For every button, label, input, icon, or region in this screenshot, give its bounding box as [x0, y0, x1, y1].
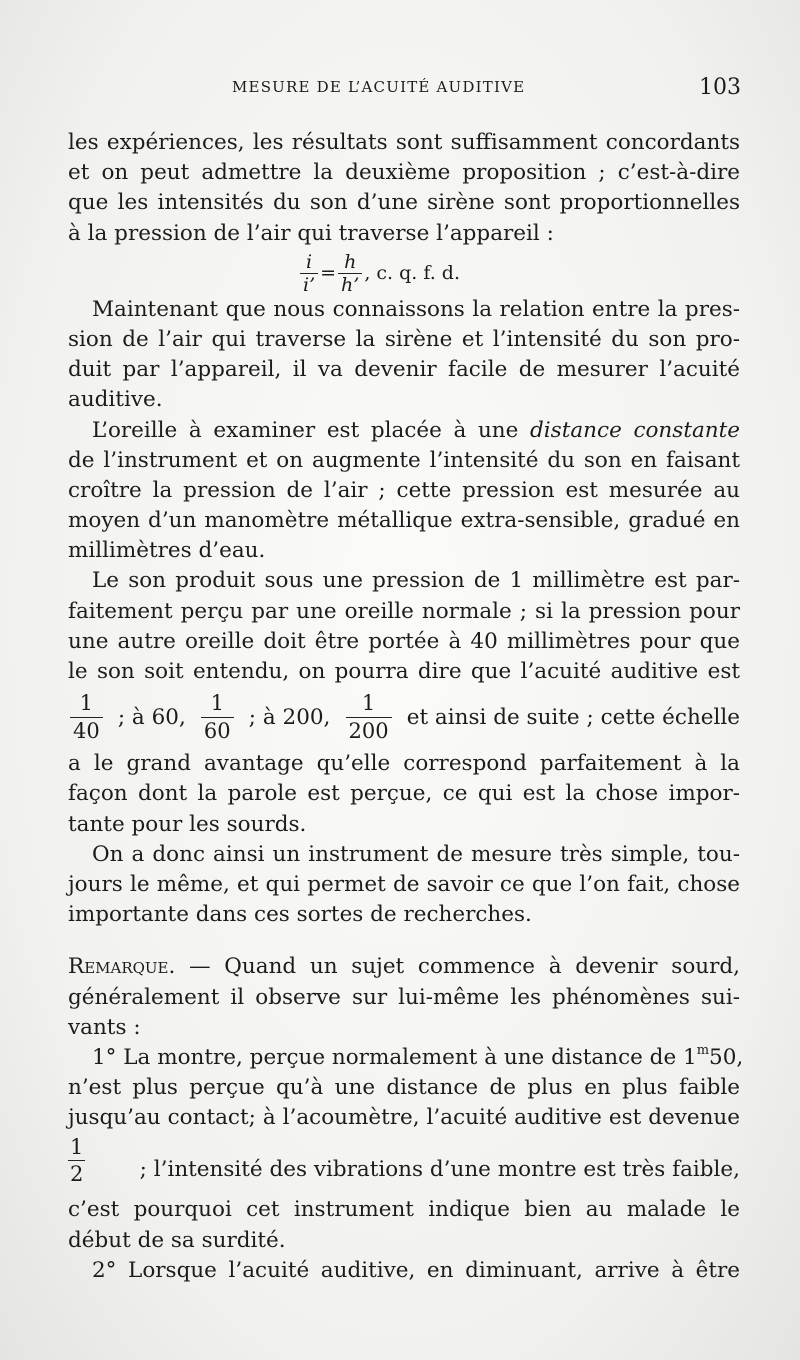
- text-line: 2° Lorsque l’acuité auditive, en diminuant, arrive à être: [92, 1257, 740, 1283]
- text-line: et on peut admettre la deuxième proposition ; c’est-à-dire: [68, 160, 740, 186]
- text-line: millimètres d’eau.: [68, 538, 266, 564]
- remarque-label: Remarque.: [68, 954, 176, 980]
- text-line: a le grand avantage qu’elle correspond parfaitement à la: [68, 751, 740, 777]
- text-line: sion de l’air qui traverse la sirène et l’intensité du son pro-: [68, 326, 740, 352]
- text-line: croître la pression de l’air ; cette pression est mesurée au: [68, 477, 740, 503]
- text-line: à la pression de l’air qui traverse l’appareil :: [68, 220, 554, 246]
- fraction-1-200: $\frac{1}{200}$: [346, 693, 392, 742]
- text-line: jours le même, et qui permet de savoir ce que l’on fait, chose: [68, 871, 740, 897]
- fraction-half-line: [68, 1133, 740, 1195]
- fraction-1-40: $\frac{1}{40}$: [70, 693, 103, 742]
- text-line: début de sa surdité.: [68, 1227, 286, 1253]
- text-line: duit par l’appareil, il va devenir facile de mesurer l’acuité: [68, 357, 740, 383]
- fraction-half-tail: ; l’intensité des vibrations d’une montre est très faible,: [139, 1157, 740, 1183]
- text-line: le son soit entendu, on pourra dire que l’acuité auditive est: [68, 659, 740, 684]
- qed-text: , c. q. f. d.: [364, 261, 461, 284]
- text-line: Le son produit sous une pression de 1 millimètre est par-: [92, 568, 740, 594]
- text-line: les expériences, les résultats sont suffisamment concordants: [68, 130, 740, 155]
- running-head: [0, 75, 800, 102]
- fraction-1-2: $\frac{1}{2}$: [70, 1135, 84, 1187]
- text-line: généralement il observe sur lui-même les phénomènes sui-: [68, 984, 740, 1010]
- text-line: faitement perçu par une oreille normale ; si la pression pour: [68, 598, 740, 624]
- text-line: une autre oreille doit être portée à 40 millimètres pour que: [68, 628, 740, 654]
- fraction-scale-line: [68, 687, 740, 749]
- text-line: Maintenant que nous connaissons la relation entre la pres-: [92, 296, 740, 322]
- fraction-h: $\frac{h}{h’}$: [338, 253, 362, 295]
- text-line: tante pour les sourds.: [68, 811, 307, 837]
- running-title: MESURE DE L’ACUITÉ AUDITIVE: [232, 78, 526, 96]
- fraction-1-60: $\frac{1}{60}$: [201, 693, 234, 742]
- fraction-i: $\frac{i}{i’}$: [300, 253, 318, 295]
- text-line: auditive.: [68, 387, 163, 413]
- equation: [68, 249, 740, 295]
- text-line: façon dont la parole est perçue, ce qui est la chose impor-: [68, 781, 740, 807]
- page-number: 103: [699, 75, 741, 100]
- text-line: n’est plus perçue qu’à une distance de plus en plus faible: [68, 1075, 740, 1101]
- text-line: jusqu’au contact; à l’acoumètre, l’acuité auditive est devenue: [68, 1105, 740, 1131]
- text-line: vants :: [68, 1014, 141, 1040]
- text-line: que les intensités du son d’une sirène sont proportionnelles: [68, 190, 740, 216]
- text-line: c’est pourquoi cet instrument indique bien au malade le: [68, 1197, 740, 1223]
- page-body: [68, 128, 744, 1286]
- equation-body: $\frac{i}{i’}$ = $\frac{h}{h’}$ , c. q. f. d.: [298, 253, 460, 295]
- scale-tail-text: et ainsi de suite ; cette échelle: [406, 704, 740, 730]
- text-line: L’oreille à examiner est placée à une distance constante: [92, 417, 740, 443]
- text-line: importante dans ces sortes de recherches.: [68, 902, 532, 928]
- paragraph-gap: [68, 930, 740, 952]
- separator-text: ; à 60,: [117, 704, 186, 730]
- text-line: 1° La montre, perçue normalement à une distance de 1$^m$50,: [92, 1042, 744, 1070]
- text-line: de l’instrument et on augmente l’intensité du son en faisant: [68, 447, 740, 473]
- separator-text: ; à 200,: [248, 704, 331, 730]
- emphasis-distance: distance constante: [530, 417, 740, 443]
- text-line: moyen d’un manomètre métallique extra-sensible, gradué en: [68, 508, 740, 534]
- text-line: Remarque. — Quand un sujet commence à devenir sourd,: [68, 954, 740, 980]
- text-line: On a donc ainsi un instrument de mesure très simple, tou-: [92, 841, 740, 867]
